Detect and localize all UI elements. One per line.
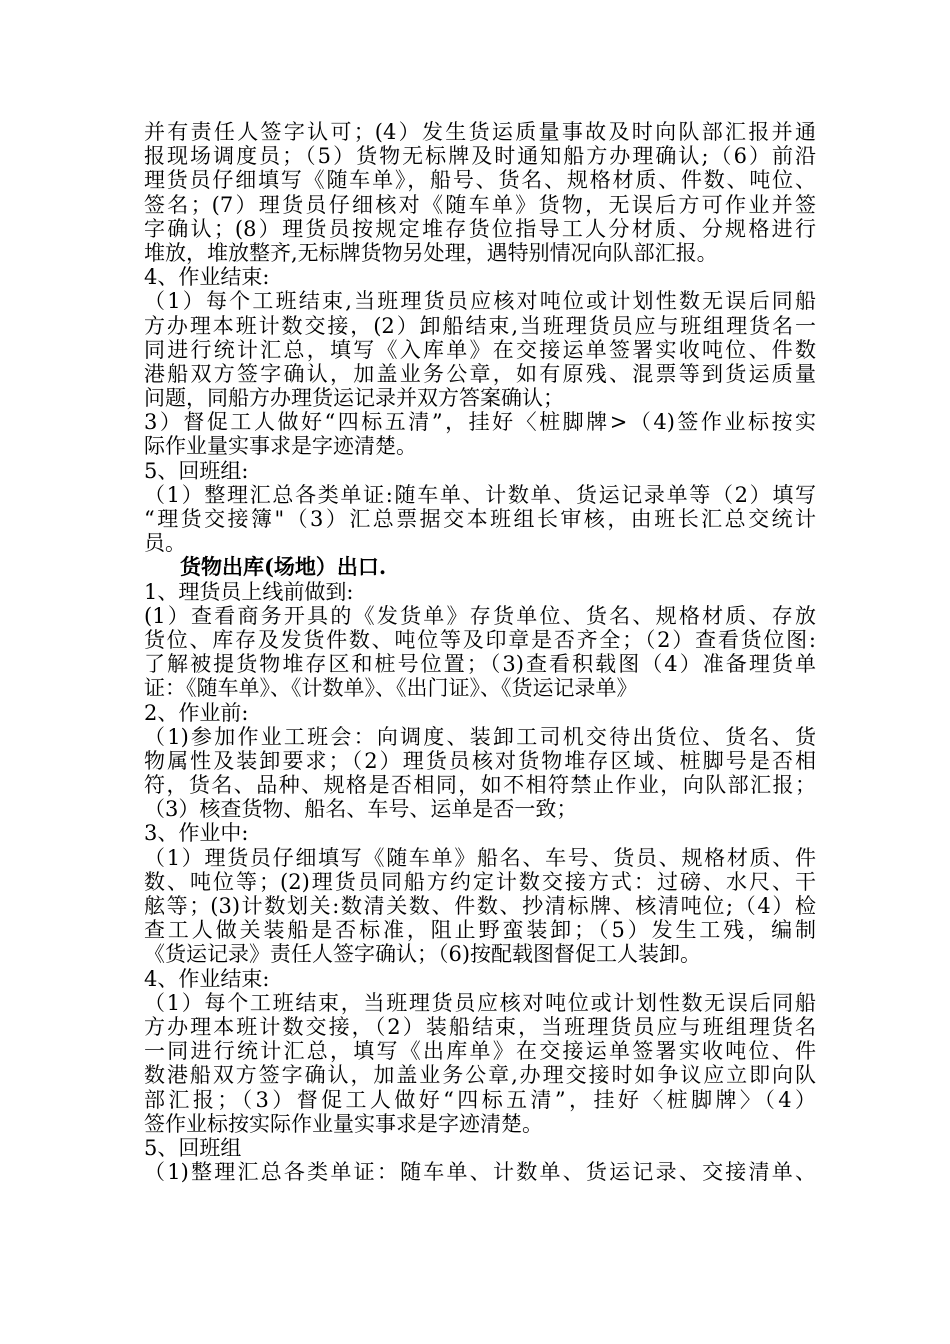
text-line: 5、回班组 [144, 1135, 242, 1160]
text-line: 签作业标按实际作业量实事求是字迹清楚。 [144, 1111, 543, 1136]
text-line: （1)整理汇总各类单证：随车单、计数单、货运记录、交接清单、 [144, 1160, 816, 1185]
text-line: 物属性及装卸要求；（2）理货员核对货物堆存区域、桩脚号是否相 [144, 748, 816, 773]
text-line: 报现场调度员；（5）货物无标牌及时通知船方办理确认;（6）前沿 [144, 144, 816, 169]
text-line: 货位、库存及发货件数、吨位等及印章是否齐全；（2）查看货位图: [144, 627, 816, 652]
text-line: 5、回班组: [144, 458, 249, 483]
text-line: 员。 [144, 531, 186, 556]
section-heading: 货物出库(场地）出口. [180, 554, 387, 580]
text-line: 签名；(7）理货员仔细核对《随车单》货物，无误后方可作业并签 [144, 192, 816, 217]
text-line: 《货运记录》责任人签字确认；（6)按配载图督促工人装卸。 [144, 942, 702, 967]
text-line: 理货员仔细填写《随车单》，船号、货名、规格材质、件数、吨位、 [144, 168, 816, 193]
text-line: 堆放，堆放整齐,无标牌货物另处理，遇特别情况向队部汇报。 [144, 240, 718, 265]
text-line: 字确认；(8）理货员按规定堆存货位指导工人分材质、分规格进行 [144, 216, 816, 241]
text-line: 1、理货员上线前做到: [144, 579, 354, 604]
text-line: （3）核查货物、船名、车号、运单是否一致； [144, 797, 578, 822]
text-line: 查工人做关装船是否标准，阻止野蛮装卸；（5）发生工残，编制 [144, 918, 816, 943]
text-line: 港船双方签字确认，加盖业务公章，如有原残、混票等到货运质量 [144, 361, 816, 386]
text-line: 符，货名、品种、规格是否相同，如不相符禁止作业，向队部汇报； [144, 773, 816, 798]
text-line: 3）督促工人做好“四标五清”，挂好〈桩脚牌>（4)签作业标按实 [144, 410, 816, 435]
text-line: （1)参加作业工班会：向调度、装卸工司机交待出货位、货名、货 [144, 724, 816, 749]
text-line: 问题，同船方办理货运记录并双方答案确认； [144, 386, 564, 411]
text-line: 了解被提货物堆存区和桩号位置；（3)查看积载图（4）准备理货单 [144, 652, 816, 677]
text-line: （1）理货员仔细填写《随车单》船名、车号、货员、规格材质、件 [144, 845, 816, 870]
text-line: 3、作业中: [144, 821, 249, 846]
text-line: 2、作业前: [144, 700, 249, 725]
text-line: “理货交接簿"（3）汇总票据交本班组长审核，由班长汇总交统计 [144, 507, 816, 531]
text-line: 方办理本班计数交接，（2）装船结束，当班理货员应与班组理货名 [144, 1014, 816, 1039]
text-line: 数港船双方签字确认，加盖业务公章,办理交接时如争议应立即向队 [144, 1063, 816, 1088]
text-line: 并有责任人签字认可；(4）发生货运质量事故及时向队部汇报并通 [144, 120, 816, 144]
text-line: 一同进行统计汇总，填写《出库单》在交接运单签署实收吨位、件 [144, 1039, 816, 1064]
text-line: 部汇报；（3）督促工人做好“四标五清”，挂好〈桩脚牌〉（4） [144, 1087, 816, 1112]
text-line: 证：《随车单》、《计数单》、《出门证》、《货运记录单》 [144, 676, 638, 701]
text-line: 4、作业结束: [144, 265, 270, 290]
text-line: 舷等；(3)计数划关:数清关数、件数、抄清标牌、核清吨位;（4）检 [144, 894, 816, 918]
text-line: 数、吨位等；(2)理货员同船方约定计数交接方式：过磅、水尺、干 [144, 869, 816, 894]
text-line: （1）每个工班结束，当班理货员应核对吨位或计划性数无误后同船 [144, 990, 816, 1015]
text-line: 同进行统计汇总，填写《入库单》在交接运单签署实收吨位、件数 [144, 337, 816, 362]
text-line: 际作业量实事求是字迹清楚。 [144, 434, 417, 459]
text-line: （1）每个工班结束,当班理货员应核对吨位或计划性数无误后同船 [144, 289, 816, 314]
text-line: （1）整理汇总各类单证:随车单、计数单、货运记录单等（2）填写 [144, 482, 816, 507]
text-line: 4、作业结束: [144, 966, 270, 991]
document-body [144, 120, 816, 1184]
text-line: 方办理本班计数交接，(2）卸船结束,当班理货员应与班组理货名一 [144, 313, 816, 338]
text-line: (1）查看商务开具的《发货单》存货单位、货名、规格材质、存放 [144, 603, 816, 628]
